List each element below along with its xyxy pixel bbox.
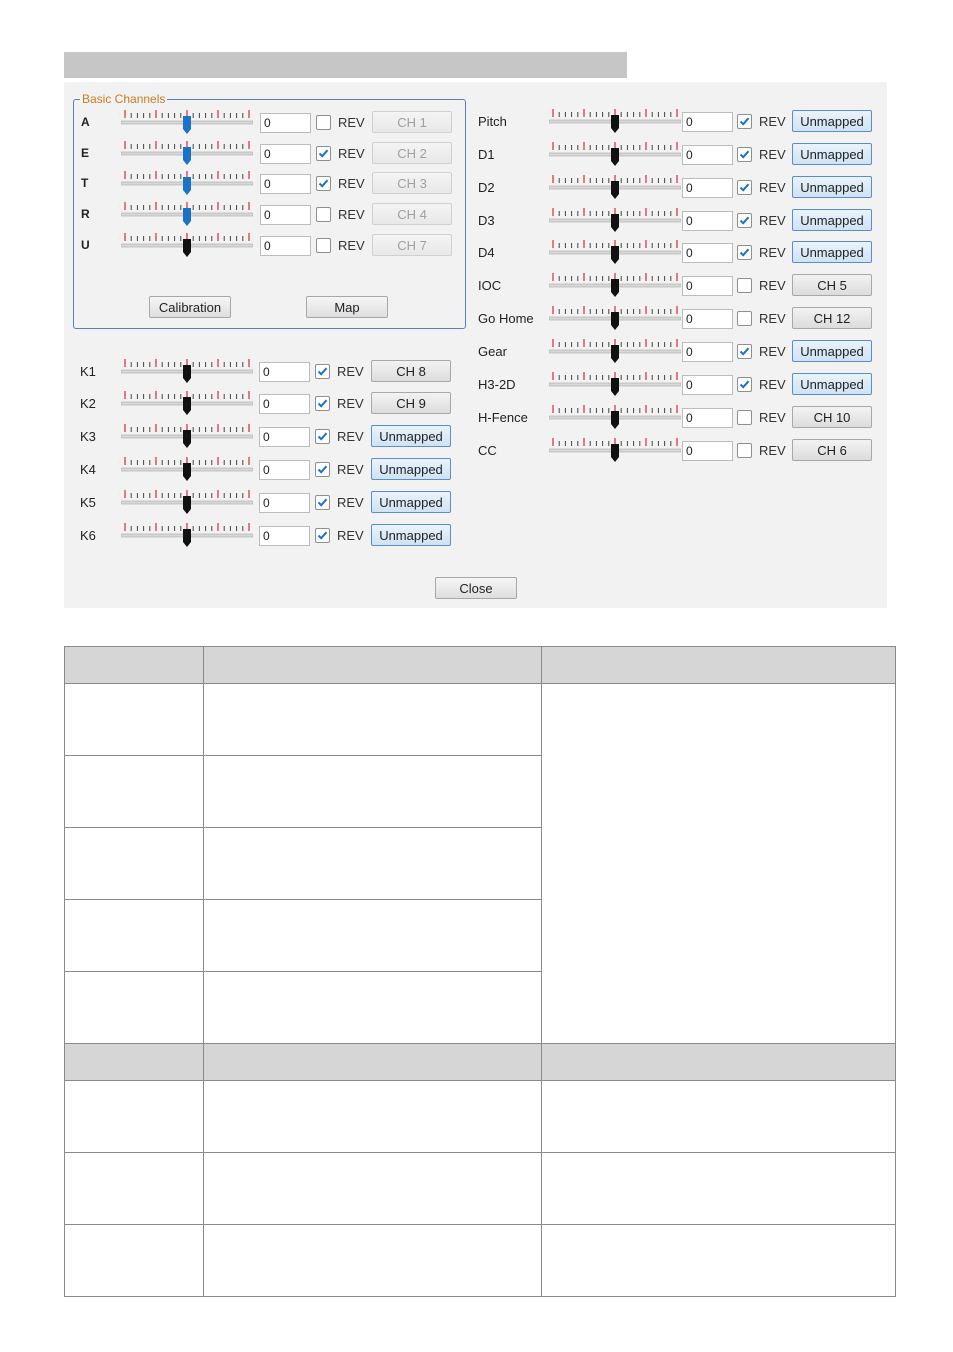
value-input-ioc[interactable]: 0 [682, 276, 733, 296]
slider-thumb-icon[interactable] [121, 231, 253, 261]
table-cell [65, 647, 204, 684]
rev-label: REV [759, 147, 786, 162]
channel-label-u: U [81, 238, 90, 252]
check-icon [316, 365, 329, 378]
channel-button-d4[interactable]: Unmapped [792, 241, 872, 263]
channel-button-e[interactable]: CH 2 [372, 142, 452, 164]
rev-checkbox-k1[interactable] [315, 364, 330, 379]
channel-button-ioc[interactable]: CH 5 [792, 274, 872, 296]
table-cell [65, 684, 204, 756]
rev-checkbox-k6[interactable] [315, 528, 330, 543]
slider-k5[interactable] [121, 488, 253, 518]
value-input-k3[interactable]: 0 [259, 427, 310, 447]
slider-thumb-icon[interactable] [549, 271, 681, 301]
channel-button-pitch[interactable]: Unmapped [792, 110, 872, 132]
rev-label: REV [338, 207, 365, 222]
rev-label: REV [337, 528, 364, 543]
slider-thumb-icon[interactable] [121, 422, 253, 452]
slider-d1[interactable] [549, 140, 681, 170]
channel-button-k5[interactable]: Unmapped [371, 491, 451, 513]
value-input-k4[interactable]: 0 [259, 460, 310, 480]
check-icon [738, 181, 751, 194]
table-cell [204, 1044, 542, 1081]
channel-label-a: A [81, 115, 90, 129]
value-input-cc[interactable]: 0 [682, 441, 733, 461]
channel-button-h3-2d[interactable]: Unmapped [792, 373, 872, 395]
table-cell-merged [542, 684, 896, 1044]
slider-k2[interactable] [121, 389, 253, 419]
check-icon [316, 496, 329, 509]
channel-label-e: E [81, 146, 90, 160]
slider-ioc[interactable] [549, 271, 681, 301]
check-icon [738, 378, 751, 391]
table-cell [204, 647, 542, 684]
rev-checkbox-u[interactable] [316, 238, 331, 253]
rev-checkbox-k5[interactable] [315, 495, 330, 510]
table-header-row [65, 1044, 896, 1081]
channel-button-u[interactable]: CH 7 [372, 234, 452, 256]
channel-button-t[interactable]: CH 3 [372, 172, 452, 194]
check-icon [738, 115, 751, 128]
channel-button-k1[interactable]: CH 8 [371, 360, 451, 382]
rev-checkbox-cc[interactable] [737, 443, 752, 458]
slider-gear[interactable] [549, 337, 681, 367]
channel-button-d1[interactable]: Unmapped [792, 143, 872, 165]
slider-thumb-icon[interactable] [549, 436, 681, 466]
rev-label: REV [759, 180, 786, 195]
slider-thumb-icon[interactable] [549, 173, 681, 203]
rev-checkbox-k3[interactable] [315, 429, 330, 444]
table-cell [204, 972, 542, 1044]
table-cell [204, 1225, 542, 1297]
rev-checkbox-k2[interactable] [315, 396, 330, 411]
slider-thumb-icon[interactable] [121, 521, 253, 551]
rev-label: REV [337, 364, 364, 379]
channel-label-d4: D4 [478, 245, 495, 260]
table-cell [542, 1044, 896, 1081]
channel-label-pitch: Pitch [478, 114, 507, 129]
rev-checkbox-d1[interactable] [737, 147, 752, 162]
check-icon [738, 214, 751, 227]
rev-label: REV [337, 495, 364, 510]
slider-thumb-icon[interactable] [549, 304, 681, 334]
rev-label: REV [338, 146, 365, 161]
slider-go-home[interactable] [549, 304, 681, 334]
slider-d4[interactable] [549, 238, 681, 268]
slider-h-fence[interactable] [549, 403, 681, 433]
slider-a[interactable] [121, 108, 253, 138]
channel-label-k1: K1 [80, 364, 96, 379]
value-input-d1[interactable]: 0 [682, 145, 733, 165]
slider-thumb-icon[interactable] [549, 140, 681, 170]
slider-thumb-icon[interactable] [549, 403, 681, 433]
check-icon [316, 529, 329, 542]
header-bar [64, 52, 627, 78]
slider-cc[interactable] [549, 436, 681, 466]
table-cell [65, 972, 204, 1044]
slider-h3-2d[interactable] [549, 370, 681, 400]
check-icon [316, 430, 329, 443]
check-icon [316, 463, 329, 476]
rev-label: REV [759, 213, 786, 228]
value-input-gear[interactable]: 0 [682, 342, 733, 362]
channel-label-k4: K4 [80, 462, 96, 477]
slider-k4[interactable] [121, 455, 253, 485]
table-cell [65, 756, 204, 828]
map-button[interactable]: Map [306, 296, 388, 318]
slider-k3[interactable] [121, 422, 253, 452]
channel-label-k5: K5 [80, 495, 96, 510]
value-input-d2[interactable]: 0 [682, 178, 733, 198]
slider-k1[interactable] [121, 357, 253, 387]
table-cell [65, 1081, 204, 1153]
channel-button-r[interactable]: CH 4 [372, 203, 452, 225]
channel-label-h3-2d: H3-2D [478, 377, 516, 392]
channel-button-cc[interactable]: CH 6 [792, 439, 872, 461]
check-icon [317, 177, 330, 190]
rev-label: REV [338, 176, 365, 191]
table-cell [204, 828, 542, 900]
slider-u[interactable] [121, 231, 253, 261]
channel-label-cc: CC [478, 443, 497, 458]
check-icon [738, 345, 751, 358]
check-icon [738, 148, 751, 161]
channel-button-d3[interactable]: Unmapped [792, 209, 872, 231]
slider-thumb-icon[interactable] [121, 357, 253, 387]
table-cell [204, 684, 542, 756]
table-cell [204, 1081, 542, 1153]
channel-button-k6[interactable]: Unmapped [371, 524, 451, 546]
rev-label: REV [759, 114, 786, 129]
slider-thumb-icon[interactable] [549, 107, 681, 137]
channel-label-h-fence: H-Fence [478, 410, 528, 425]
rev-checkbox-t[interactable] [316, 176, 331, 191]
rev-checkbox-d4[interactable] [737, 245, 752, 260]
slider-thumb-icon[interactable] [549, 206, 681, 236]
channel-label-k2: K2 [80, 396, 96, 411]
value-input-t[interactable]: 0 [260, 174, 311, 194]
channel-button-h-fence[interactable]: CH 10 [792, 406, 872, 428]
value-input-e[interactable]: 0 [260, 144, 311, 164]
channel-label-ioc: IOC [478, 278, 502, 293]
table-header-row [65, 647, 896, 684]
rev-checkbox-d3[interactable] [737, 213, 752, 228]
slider-thumb-icon[interactable] [549, 238, 681, 268]
check-icon [316, 397, 329, 410]
value-input-u[interactable]: 0 [260, 236, 311, 256]
table-row [65, 684, 896, 756]
channel-button-k2[interactable]: CH 9 [371, 392, 451, 414]
slider-e[interactable] [121, 139, 253, 169]
rev-label: REV [759, 311, 786, 326]
slider-t[interactable] [121, 169, 253, 199]
rev-label: REV [338, 238, 365, 253]
value-input-h-fence[interactable]: 0 [682, 408, 733, 428]
rev-label: REV [759, 278, 786, 293]
value-input-go-home[interactable]: 0 [682, 309, 733, 329]
channel-button-k4[interactable]: Unmapped [371, 458, 451, 480]
table-row [65, 1081, 896, 1153]
rev-checkbox-e[interactable] [316, 146, 331, 161]
value-input-k1[interactable]: 0 [259, 362, 310, 382]
channel-label-d3: D3 [478, 213, 495, 228]
empty-table [64, 646, 896, 1297]
slider-thumb-icon[interactable] [121, 139, 253, 169]
table-cell [65, 828, 204, 900]
slider-d3[interactable] [549, 206, 681, 236]
slider-thumb-icon[interactable] [549, 370, 681, 400]
value-input-r[interactable]: 0 [260, 205, 311, 225]
channel-label-go-home: Go Home [478, 311, 534, 326]
channel-button-a[interactable]: CH 1 [372, 111, 452, 133]
rev-checkbox-d2[interactable] [737, 180, 752, 195]
value-input-a[interactable]: 0 [260, 113, 311, 133]
slider-thumb-icon[interactable] [121, 169, 253, 199]
slider-pitch[interactable] [549, 107, 681, 137]
channel-label-k3: K3 [80, 429, 96, 444]
rev-checkbox-gear[interactable] [737, 344, 752, 359]
slider-thumb-icon[interactable] [549, 337, 681, 367]
slider-thumb-icon[interactable] [121, 200, 253, 230]
slider-thumb-icon[interactable] [121, 108, 253, 138]
check-icon [738, 246, 751, 259]
value-input-d3[interactable]: 0 [682, 211, 733, 231]
rev-checkbox-k4[interactable] [315, 462, 330, 477]
rev-label: REV [337, 429, 364, 444]
table-cell [204, 756, 542, 828]
slider-k6[interactable] [121, 521, 253, 551]
table-cell [542, 647, 896, 684]
value-input-k5[interactable]: 0 [259, 493, 310, 513]
value-input-pitch[interactable]: 0 [682, 112, 733, 132]
table-cell [542, 1225, 896, 1297]
table-row [65, 1153, 896, 1225]
channel-button-gear[interactable]: Unmapped [792, 340, 872, 362]
channel-label-d2: D2 [478, 180, 495, 195]
value-input-h3-2d[interactable]: 0 [682, 375, 733, 395]
value-input-k2[interactable]: 0 [259, 394, 310, 414]
rev-label: REV [337, 396, 364, 411]
channel-button-go-home[interactable]: CH 12 [792, 307, 872, 329]
rev-checkbox-ioc[interactable] [737, 278, 752, 293]
check-icon [317, 147, 330, 160]
channel-label-r: R [81, 207, 90, 221]
channel-button-k3[interactable]: Unmapped [371, 425, 451, 447]
table-cell [65, 1044, 204, 1081]
rev-checkbox-h-fence[interactable] [737, 410, 752, 425]
channel-label-gear: Gear [478, 344, 507, 359]
rev-label: REV [759, 377, 786, 392]
rev-label: REV [759, 443, 786, 458]
rev-label: REV [759, 410, 786, 425]
table-cell [204, 1153, 542, 1225]
table-cell [542, 1153, 896, 1225]
table-row [65, 1225, 896, 1297]
rev-label: REV [337, 462, 364, 477]
slider-thumb-icon[interactable] [121, 455, 253, 485]
basic-channels-title: Basic Channels [82, 92, 166, 106]
slider-r[interactable] [121, 200, 253, 230]
calibration-button[interactable]: Calibration [149, 296, 231, 318]
slider-thumb-icon[interactable] [121, 488, 253, 518]
channel-label-d1: D1 [478, 147, 495, 162]
rev-checkbox-a[interactable] [316, 115, 331, 130]
rev-checkbox-go-home[interactable] [737, 311, 752, 326]
rev-label: REV [759, 245, 786, 260]
rev-label: REV [759, 344, 786, 359]
table-cell [204, 900, 542, 972]
channel-label-k6: K6 [80, 528, 96, 543]
table-cell [65, 1153, 204, 1225]
table-cell [65, 1225, 204, 1297]
rev-label: REV [338, 115, 365, 130]
value-input-d4[interactable]: 0 [682, 243, 733, 263]
table-cell [65, 900, 204, 972]
table-cell [542, 1081, 896, 1153]
rev-checkbox-r[interactable] [316, 207, 331, 222]
close-button[interactable]: Close [435, 577, 517, 599]
slider-thumb-icon[interactable] [121, 389, 253, 419]
slider-d2[interactable] [549, 173, 681, 203]
channel-button-d2[interactable]: Unmapped [792, 176, 872, 198]
rev-checkbox-h3-2d[interactable] [737, 377, 752, 392]
value-input-k6[interactable]: 0 [259, 526, 310, 546]
channel-label-t: T [81, 176, 89, 190]
rev-checkbox-pitch[interactable] [737, 114, 752, 129]
